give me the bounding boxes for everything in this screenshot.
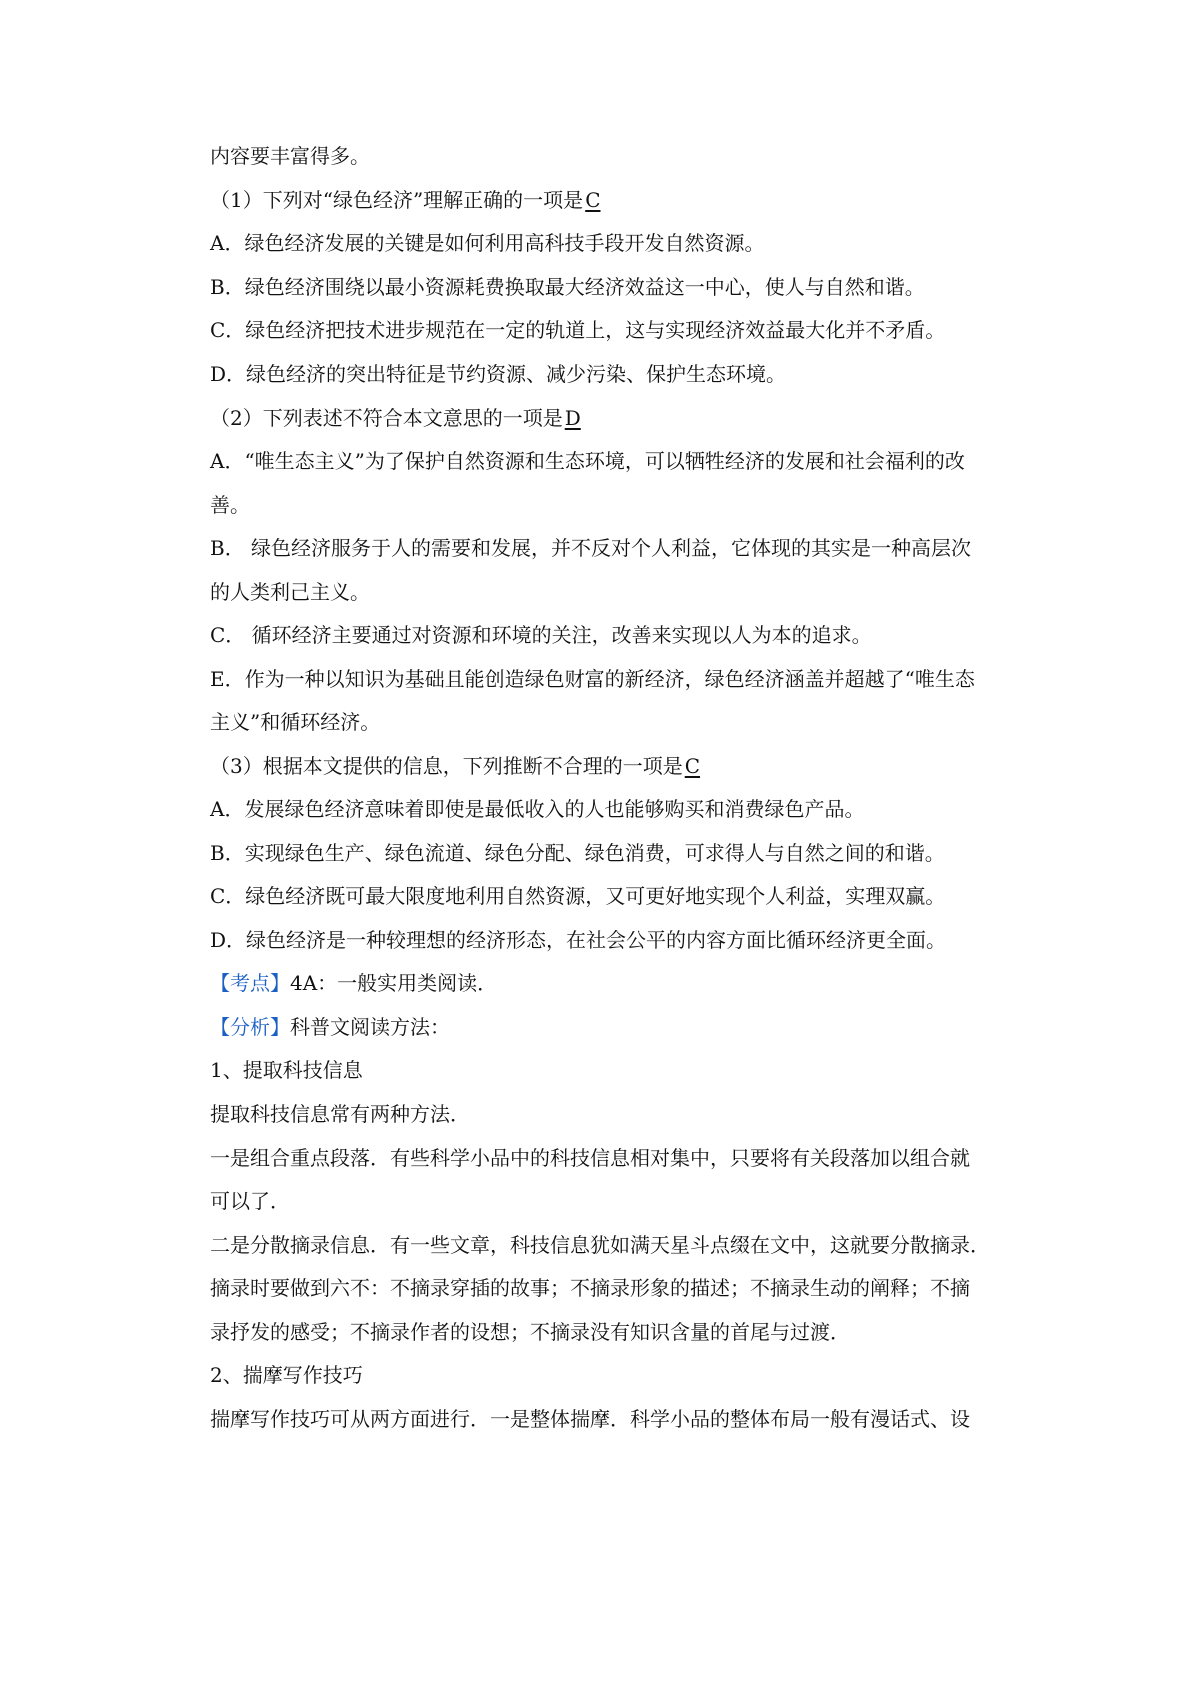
text-line [210, 1318, 1022, 1346]
option-text: C．绿色经济既可最大限度地利用自然资源，又可更好地实现个人利益，实理双赢。 [210, 884, 946, 908]
section-heading [210, 1361, 1022, 1389]
option-text: A．“唯生态主义”为了保护自然资源和生态环境，可以牺牲经济的发展和社会福利的改 [210, 449, 965, 473]
option-line [210, 534, 1022, 562]
text-line [210, 1405, 1022, 1433]
option-text: A．发展绿色经济意味着即使是最低收入的人也能够购买和消费绿色产品。 [210, 797, 865, 821]
question-3-stem: （3）根据本文提供的信息，下列推断不合理的一项是 [210, 754, 683, 778]
kaodian-line [210, 969, 1022, 997]
question-1 [210, 186, 1022, 214]
option-text: A．绿色经济发展的关键是如何利用高科技手段开发自然资源。 [210, 231, 765, 255]
option-text: 的人类利己主义。 [210, 580, 370, 604]
option-text: C． 循环经济主要通过对资源和环境的关注，改善来实现以人为本的追求。 [210, 623, 872, 647]
text-line-content: 摘录时要做到六不：不摘录穿插的故事；不摘录形象的描述；不摘录生动的阐释；不摘 [210, 1276, 970, 1300]
text-line-content: 揣摩写作技巧可从两方面进行．一是整体揣摩．科学小品的整体布局一般有漫话式、设 [210, 1407, 970, 1431]
option-text: 善。 [210, 493, 250, 517]
option-line [210, 578, 1022, 606]
option-text: B． 绿色经济服务于人的需要和发展，并不反对个人利益，它体现的其实是一种高层次 [210, 536, 972, 560]
answer-3: C [684, 754, 701, 778]
question-2-stem: （2）下列表述不符合本文意思的一项是 [210, 406, 563, 430]
text-line [210, 1274, 1022, 1302]
fenxi-line [210, 1013, 1022, 1041]
option-line [210, 795, 1022, 823]
option-line [210, 316, 1022, 344]
text-line [210, 1187, 1022, 1215]
section-heading [210, 1056, 1022, 1084]
text-line [210, 1144, 1022, 1172]
option-text: E．作为一种以知识为基础且能创造绿色财富的新经济，绿色经济涵盖并超越了“唯生态 [210, 667, 975, 691]
option-text: B．绿色经济围绕以最小资源耗费换取最大经济效益这一中心，使人与自然和谐。 [210, 275, 925, 299]
text-line [210, 142, 1022, 170]
question-3 [210, 752, 1022, 780]
text-line-content: 可以了． [210, 1189, 290, 1213]
section-heading-text: 2、揣摩写作技巧 [210, 1363, 363, 1387]
kaodian-text: 4A：一般实用类阅读． [290, 971, 498, 995]
option-line [210, 839, 1022, 867]
option-line [210, 882, 1022, 910]
option-line [210, 926, 1022, 954]
text-line [210, 1100, 1022, 1128]
kaodian-tag: 【考点】 [210, 971, 290, 995]
option-text: C．绿色经济把技术进步规范在一定的轨道上，这与实现经济效益最大化并不矛盾。 [210, 318, 946, 342]
text-line-content: 内容要丰富得多。 [210, 144, 370, 168]
text-line-content: 提取科技信息常有两种方法． [210, 1102, 470, 1126]
option-line [210, 229, 1022, 257]
fenxi-text: 科普文阅读方法： [290, 1015, 450, 1039]
fenxi-tag: 【分析】 [210, 1015, 290, 1039]
option-line [210, 621, 1022, 649]
option-line [210, 273, 1022, 301]
text-line-content: 一是组合重点段落．有些科学小品中的科技信息相对集中，只要将有关段落加以组合就 [210, 1146, 970, 1170]
option-text: D．绿色经济是一种较理想的经济形态，在社会公平的内容方面比循环经济更全面。 [210, 928, 947, 952]
option-text: D．绿色经济的突出特征是节约资源、减少污染、保护生态环境。 [210, 362, 787, 386]
question-1-stem: （1）下列对“绿色经济”理解正确的一项是 [210, 188, 584, 212]
question-2 [210, 404, 1022, 432]
answer-2: D [564, 406, 581, 430]
text-line-content: 录抒发的感受；不摘录作者的设想；不摘录没有知识含量的首尾与过渡． [210, 1320, 850, 1344]
option-line [210, 491, 1022, 519]
section-heading-text: 1、提取科技信息 [210, 1058, 363, 1082]
option-line [210, 665, 1022, 693]
option-line [210, 708, 1022, 736]
answer-1: C [585, 188, 601, 212]
option-line [210, 360, 1022, 388]
option-text: 主义”和循环经济。 [210, 710, 381, 734]
text-line [210, 1231, 1022, 1259]
option-text: B．实现绿色生产、绿色流道、绿色分配、绿色消费，可求得人与自然之间的和谐。 [210, 841, 945, 865]
option-line [210, 447, 1022, 475]
text-line-content: 二是分散摘录信息．有一些文章，科技信息犹如满天星斗点缀在文中，这就要分散摘录． [210, 1233, 990, 1257]
